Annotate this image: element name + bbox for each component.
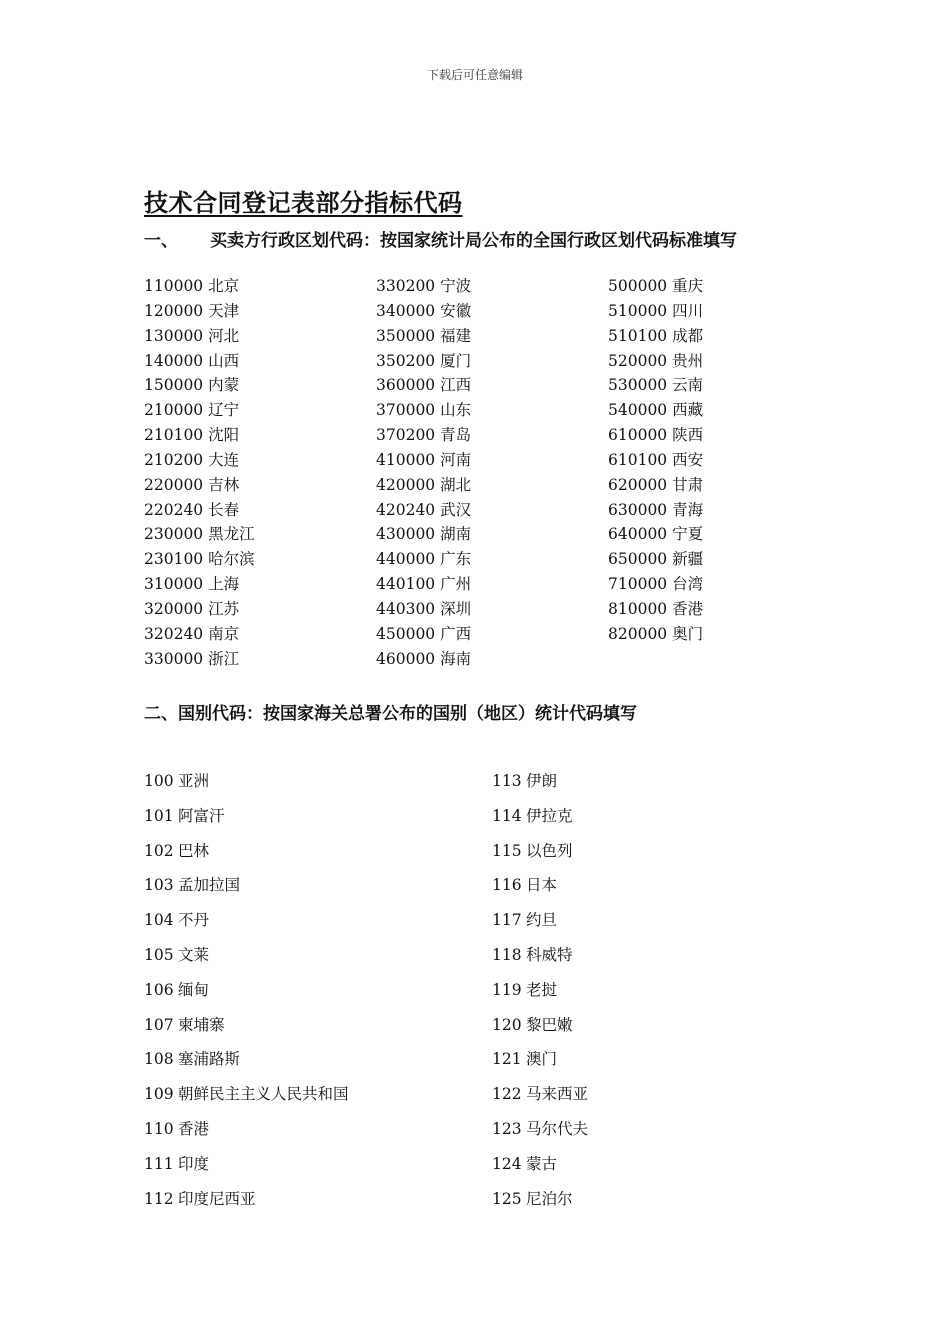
section-2-heading: 二、国别代码：按国家海关总署公布的国别（地区）统计代码填写 (144, 704, 637, 724)
country-name: 黎巴嫩 (526, 1015, 573, 1034)
country-name: 朝鲜民主主义人民共和国 (178, 1085, 349, 1104)
region-code-item: 610000 陕西 (608, 426, 704, 445)
country-name: 老挝 (526, 980, 558, 999)
country-name: 科威特 (526, 945, 573, 964)
region-code-item: 640000 宁夏 (608, 525, 704, 544)
country-name: 马来西亚 (526, 1085, 589, 1104)
country-code-item (492, 1117, 588, 1152)
region-code-item: 370200 青岛 (376, 426, 472, 445)
region-code-item: 420000 湖北 (376, 475, 472, 494)
country-code-item (144, 1187, 349, 1222)
country-code: 116 (492, 876, 522, 895)
region-code-item: 410000 河南 (376, 450, 472, 469)
region-code-item: 610100 西安 (608, 450, 704, 469)
country-name: 约旦 (526, 911, 558, 930)
country-code: 113 (492, 772, 522, 790)
country-code-column-1 (144, 769, 349, 1221)
region-code-item: 530000 云南 (608, 376, 704, 395)
region-code-item: 500000 重庆 (608, 277, 704, 295)
country-code-item (144, 839, 349, 874)
region-code-item: 310000 上海 (144, 575, 240, 594)
country-name: 蒙古 (526, 1154, 558, 1173)
section-1-number: 一、 (144, 231, 178, 251)
country-code: 124 (492, 1154, 522, 1173)
country-name: 印度尼西亚 (178, 1189, 256, 1208)
country-code-item (492, 769, 588, 804)
country-code: 123 (492, 1119, 522, 1138)
region-code-item: 130000 河北 (144, 326, 240, 345)
region-code-item: 210100 沈阳 (144, 426, 240, 445)
region-code-item: 110000 北京 (144, 277, 240, 295)
region-code-item: 420240 武汉 (376, 500, 472, 519)
country-name: 亚洲 (178, 772, 210, 790)
country-name: 尼泊尔 (526, 1189, 573, 1208)
country-code-item (492, 1082, 588, 1117)
region-code-item: 450000 广西 (376, 624, 472, 643)
region-code-item: 540000 西藏 (608, 401, 704, 420)
country-name: 伊朗 (526, 772, 558, 790)
region-code-item: 630000 青海 (608, 500, 704, 519)
country-code: 104 (144, 911, 174, 930)
country-name: 印度 (178, 1154, 210, 1173)
country-code: 106 (144, 980, 174, 999)
country-name: 柬埔寨 (178, 1015, 225, 1034)
region-code-item: 430000 湖南 (376, 525, 472, 544)
country-code-column-2 (492, 769, 588, 1221)
country-name: 马尔代夫 (526, 1119, 589, 1138)
country-code-item (144, 873, 349, 908)
region-code-item: 440000 广东 (376, 550, 472, 569)
region-code-item: 140000 山西 (144, 351, 240, 370)
country-code: 122 (492, 1085, 522, 1104)
country-code-item (492, 804, 588, 839)
country-name: 阿富汗 (178, 806, 225, 825)
country-code: 107 (144, 1015, 174, 1034)
country-code-item (144, 1047, 349, 1082)
country-code-item (492, 908, 588, 943)
country-code-item (144, 978, 349, 1013)
country-code: 118 (492, 945, 522, 964)
country-code: 119 (492, 980, 522, 999)
region-code-item: 320240 南京 (144, 624, 240, 643)
country-name: 香港 (178, 1119, 210, 1138)
region-code-item: 230100 哈尔滨 (144, 550, 255, 569)
region-code-item: 210000 辽宁 (144, 401, 240, 420)
region-code-item: 340000 安徽 (376, 301, 472, 320)
country-name: 伊拉克 (526, 806, 573, 825)
region-code-item: 650000 新疆 (608, 550, 704, 569)
country-code-item (144, 908, 349, 943)
country-name: 澳门 (526, 1050, 558, 1069)
country-name: 缅甸 (178, 980, 210, 999)
country-code-item (144, 769, 349, 804)
country-name: 不丹 (178, 911, 210, 930)
country-code: 121 (492, 1050, 522, 1069)
country-code: 103 (144, 876, 174, 895)
region-code-item: 320000 江苏 (144, 599, 240, 618)
region-code-item: 460000 海南 (376, 649, 472, 668)
region-code-item: 810000 香港 (608, 599, 704, 618)
region-code-item: 360000 江西 (376, 376, 472, 395)
country-code-item (492, 1187, 588, 1222)
region-code-item: 820000 奥门 (608, 624, 704, 643)
region-code-item: 230000 黑龙江 (144, 525, 255, 544)
region-code-item: 440300 深圳 (376, 599, 472, 618)
country-code-item (492, 873, 588, 908)
region-code-item: 510000 四川 (608, 301, 704, 320)
region-code-item: 370000 山东 (376, 401, 472, 420)
country-code-item (144, 1152, 349, 1187)
country-code: 112 (144, 1189, 174, 1208)
country-code: 109 (144, 1085, 174, 1104)
country-code-item (144, 943, 349, 978)
region-code-item: 520000 贵州 (608, 351, 704, 370)
region-code-column-2 (376, 274, 471, 672)
country-name: 文莱 (178, 945, 210, 964)
region-code-item: 210200 大连 (144, 450, 240, 469)
region-code-item: 120000 天津 (144, 301, 240, 320)
country-code-item (144, 1082, 349, 1117)
country-code-item (492, 943, 588, 978)
region-code-item: 440100 广州 (376, 575, 472, 594)
country-code: 111 (144, 1154, 174, 1173)
region-code-item: 330200 宁波 (376, 277, 472, 295)
region-code-column-3 (608, 274, 703, 647)
country-code: 110 (144, 1119, 174, 1138)
country-name: 巴林 (178, 841, 210, 860)
region-code-item: 620000 甘肃 (608, 475, 704, 494)
country-code-item (492, 1152, 588, 1187)
country-code-item (492, 1047, 588, 1082)
region-code-item: 330000 浙江 (144, 649, 240, 668)
country-code-item (144, 1013, 349, 1048)
region-code-item: 220000 吉林 (144, 475, 240, 494)
country-code: 101 (144, 806, 174, 825)
region-code-column-1 (144, 274, 255, 672)
country-code: 108 (144, 1050, 174, 1069)
country-name: 塞浦路斯 (178, 1050, 241, 1069)
region-code-item: 350200 厦门 (376, 351, 472, 370)
country-code-item (492, 1013, 588, 1048)
country-code: 105 (144, 945, 174, 964)
country-code-item (144, 1117, 349, 1152)
country-code: 100 (144, 772, 174, 790)
country-name: 日本 (526, 876, 558, 895)
country-code: 102 (144, 841, 174, 860)
region-code-item: 710000 台湾 (608, 575, 704, 594)
country-name: 孟加拉国 (178, 876, 241, 895)
country-code: 120 (492, 1015, 522, 1034)
country-code-item (492, 839, 588, 874)
section-1-heading (144, 226, 737, 251)
region-code-item: 220240 长春 (144, 500, 240, 519)
country-name: 以色列 (526, 841, 573, 860)
country-code-item (492, 978, 588, 1013)
country-code-item (144, 804, 349, 839)
country-code: 114 (492, 806, 522, 825)
country-code: 115 (492, 841, 522, 860)
page-header: 下载后可任意编辑 (426, 68, 523, 82)
region-code-item: 510100 成都 (608, 326, 704, 345)
country-code: 117 (492, 911, 522, 930)
region-code-item: 350000 福建 (376, 326, 472, 345)
country-code: 125 (492, 1189, 522, 1208)
document-title: 技术合同登记表部分指标代码 (144, 188, 463, 217)
region-code-item: 150000 内蒙 (144, 376, 240, 395)
section-1-heading-text: 买卖方行政区划代码：按国家统计局公布的全国行政区划代码标准填写 (210, 231, 737, 251)
